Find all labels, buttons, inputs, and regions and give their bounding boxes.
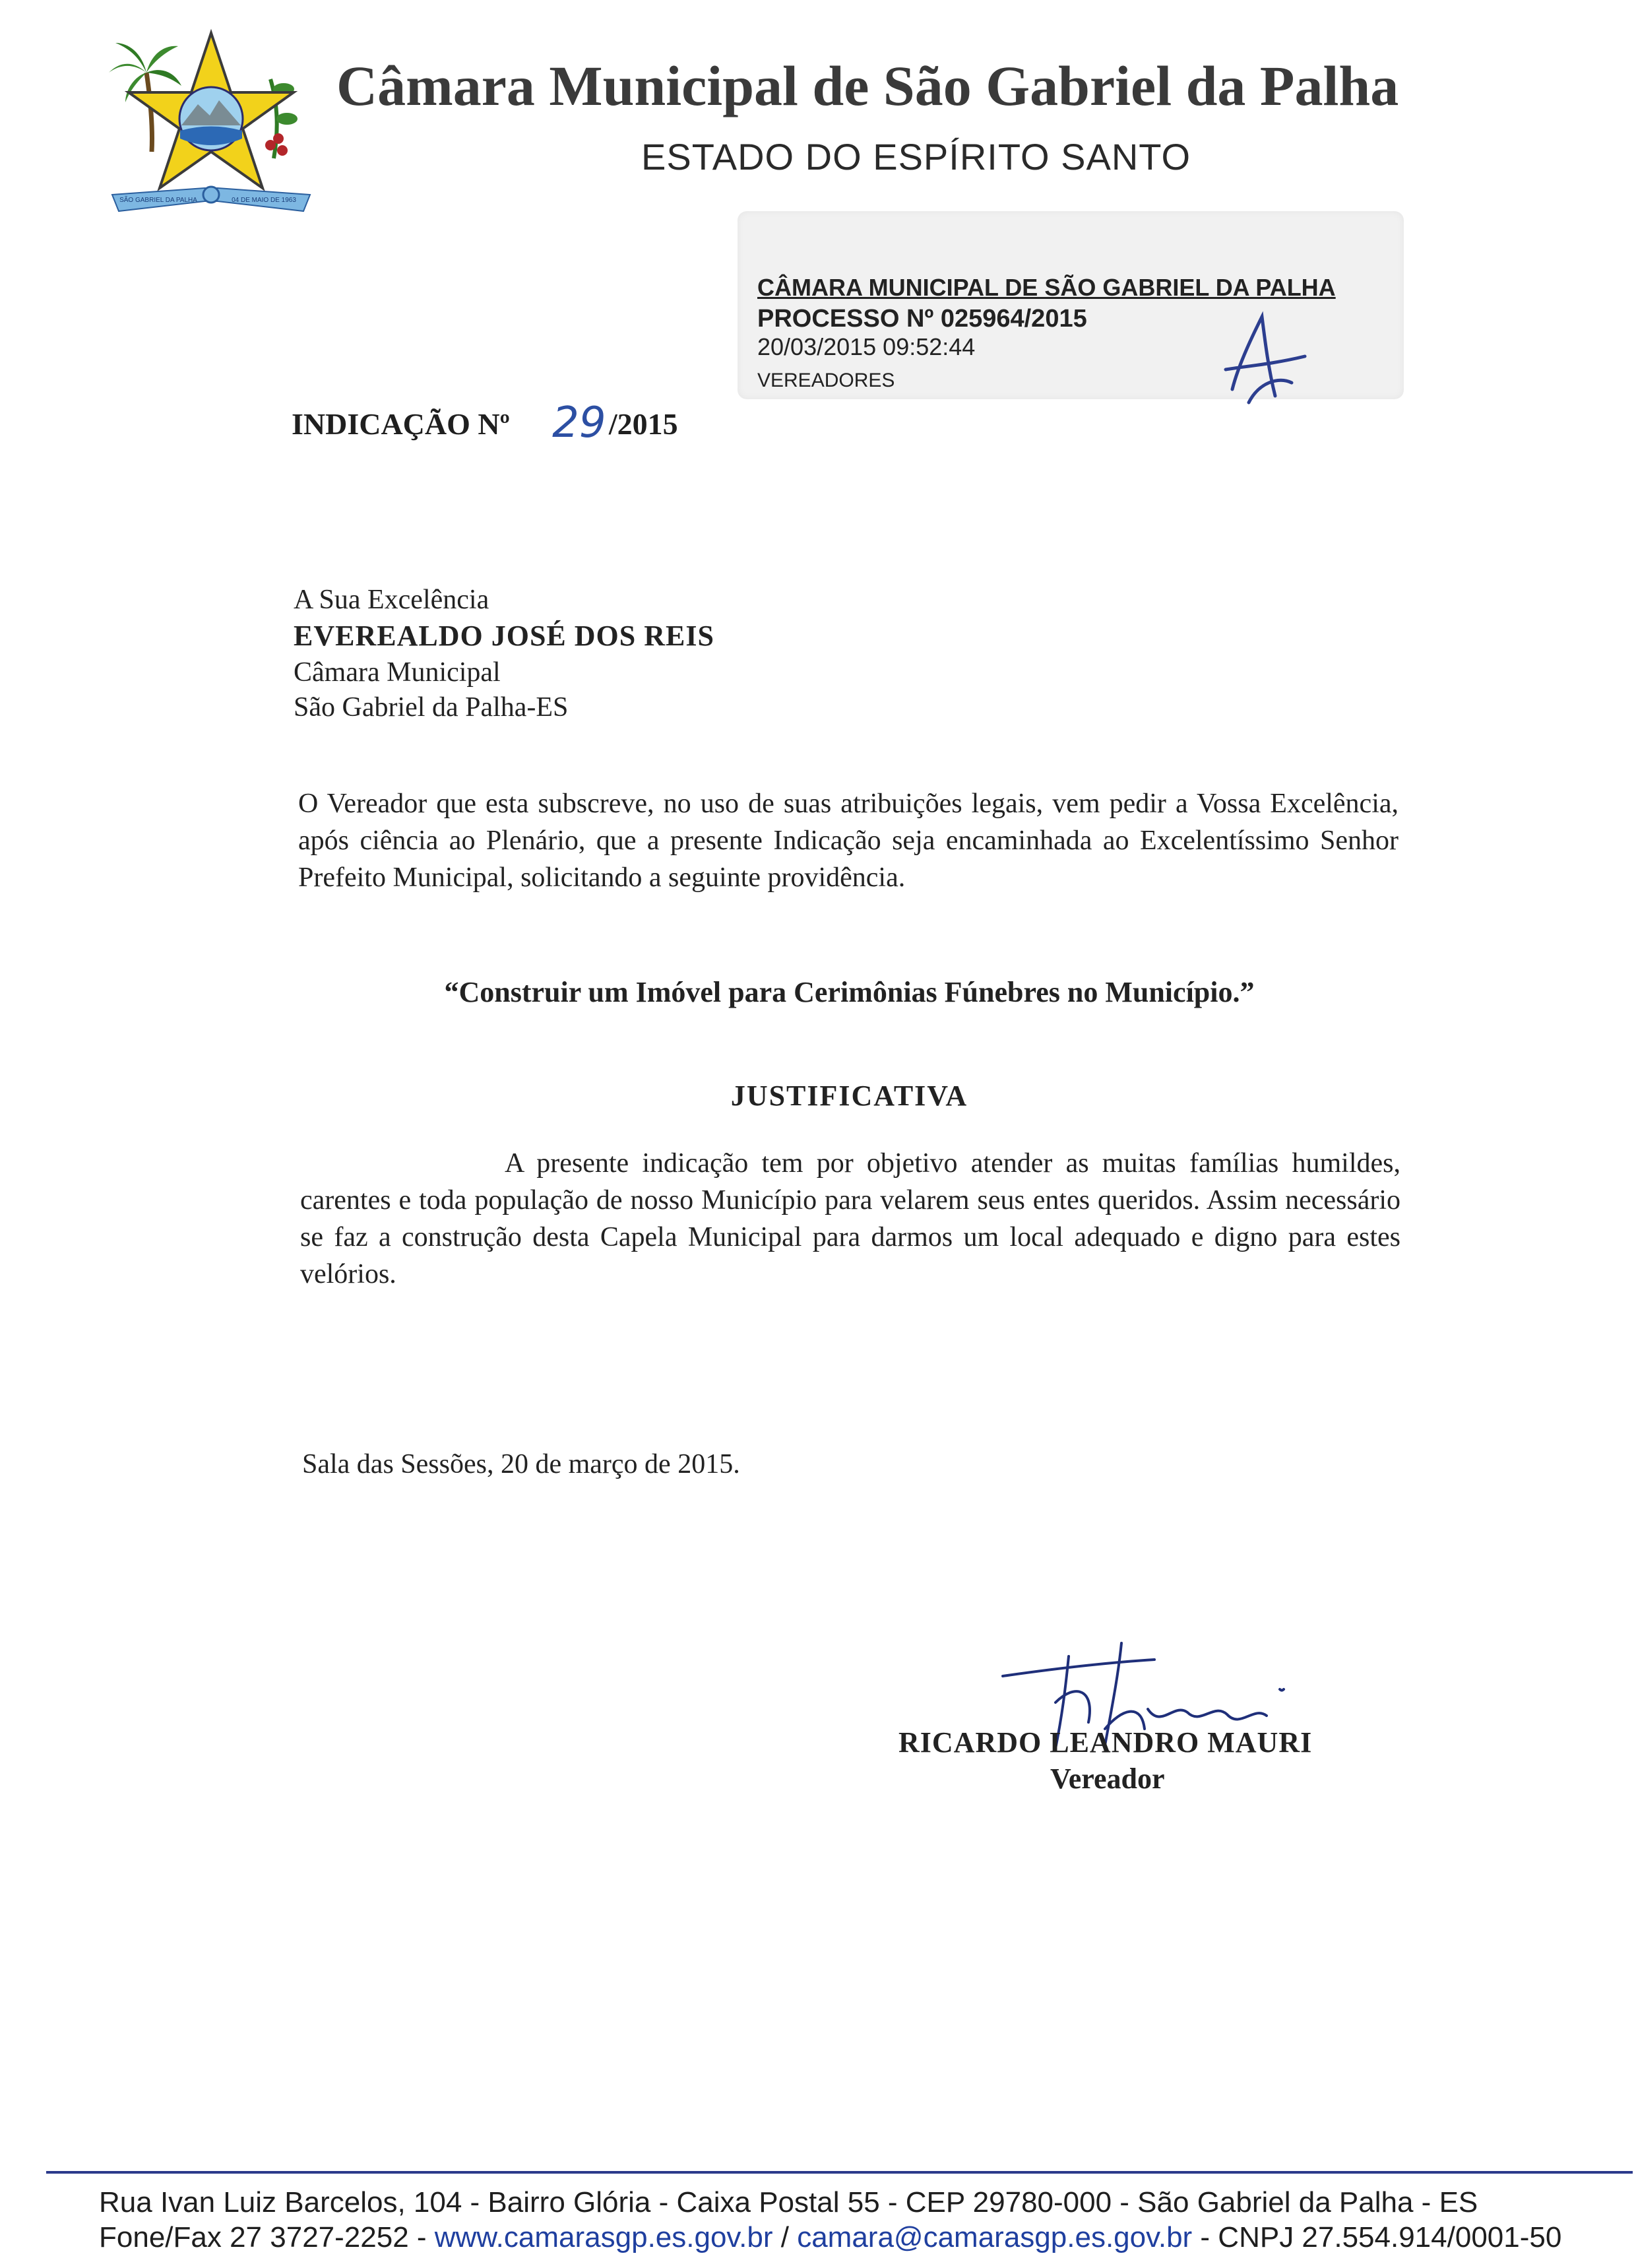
stamp-process-number: PROCESSO Nº 025964/2015 [757,305,1087,333]
stamp-initials-signature [1193,304,1325,409]
organization-name: Câmara Municipal de São Gabriel da Palha [336,54,1399,117]
footer-website-link[interactable]: www.camarasgp.es.gov.br [434,2221,773,2253]
indication-label: INDICAÇÃO Nº [292,407,510,441]
footer-separator: / [772,2221,798,2253]
requested-action: “Construir um Imóvel para Cerimônias Fúnebres no Município.” [444,976,1255,1008]
addressee-salutation: A Sua Excelência [294,585,489,615]
justification-paragraph: A presente indicação tem por objetivo atender as muitas famílias humildes, carentes e toda população de nosso Município para velarem seus entes queridos. Assim necessário se faz a construção desta Capela Municipal para darmos um local adequado e digno para estes velórios. [300,1148,1400,1289]
addressee-institution: Câmara Municipal [294,657,501,688]
indication-number-handwritten: 29 [552,399,606,447]
stamp-department: VEREADORES [757,370,895,391]
crest-logo [106,26,317,218]
protocol-stamp [738,211,1404,399]
footer-cnpj: - CNPJ 27.554.914/0001-50 [1192,2221,1562,2253]
signer-name: RICARDO LEANDRO MAURI [898,1726,1313,1759]
signer-role: Vereador [1050,1763,1165,1795]
footer-divider [46,2171,1633,2174]
footer-email-link[interactable]: camara@camarasgp.es.gov.br [797,2221,1193,2253]
request-paragraph: O Vereador que esta subscreve, no uso de suas atribuições legais, vem pedir a Vossa Excelência, após ciência ao Plenário, que a presente Indicação seja encaminhada ao Excelentíssimo Senhor Prefeito Municipal, solicitando a seguinte providência. [298,789,1399,893]
footer-address: Rua Ivan Luiz Barcelos, 104 - Bairro Glória - Caixa Postal 55 - CEP 29780-000 - São Gabriel da Palha - ES [99,2186,1478,2219]
stamp-organization: CÂMARA MUNICIPAL DE SÃO GABRIEL DA PALHA [757,274,1336,301]
ribbon-right-text: 04 DE MAIO DE 1963 [232,197,296,204]
indication-heading [292,396,678,445]
indication-year: /2015 [608,407,678,441]
addressee-name: EVEREALDO JOSÉ DOS REIS [294,620,714,652]
justification-title: JUSTIFICATIVA [730,1080,968,1112]
addressee-city: São Gabriel da Palha-ES [294,692,569,723]
ribbon-left-text: SÃO GABRIEL DA PALHA [119,197,197,204]
place-and-date: Sala das Sessões, 20 de março de 2015. [302,1449,740,1479]
stamp-datetime: 20/03/2015 09:52:44 [757,333,976,360]
state-name: ESTADO DO ESPÍRITO SANTO [641,136,1191,178]
footer-phone: Fone/Fax 27 3727-2252 - [99,2221,435,2253]
footer-contact [99,2221,1561,2254]
